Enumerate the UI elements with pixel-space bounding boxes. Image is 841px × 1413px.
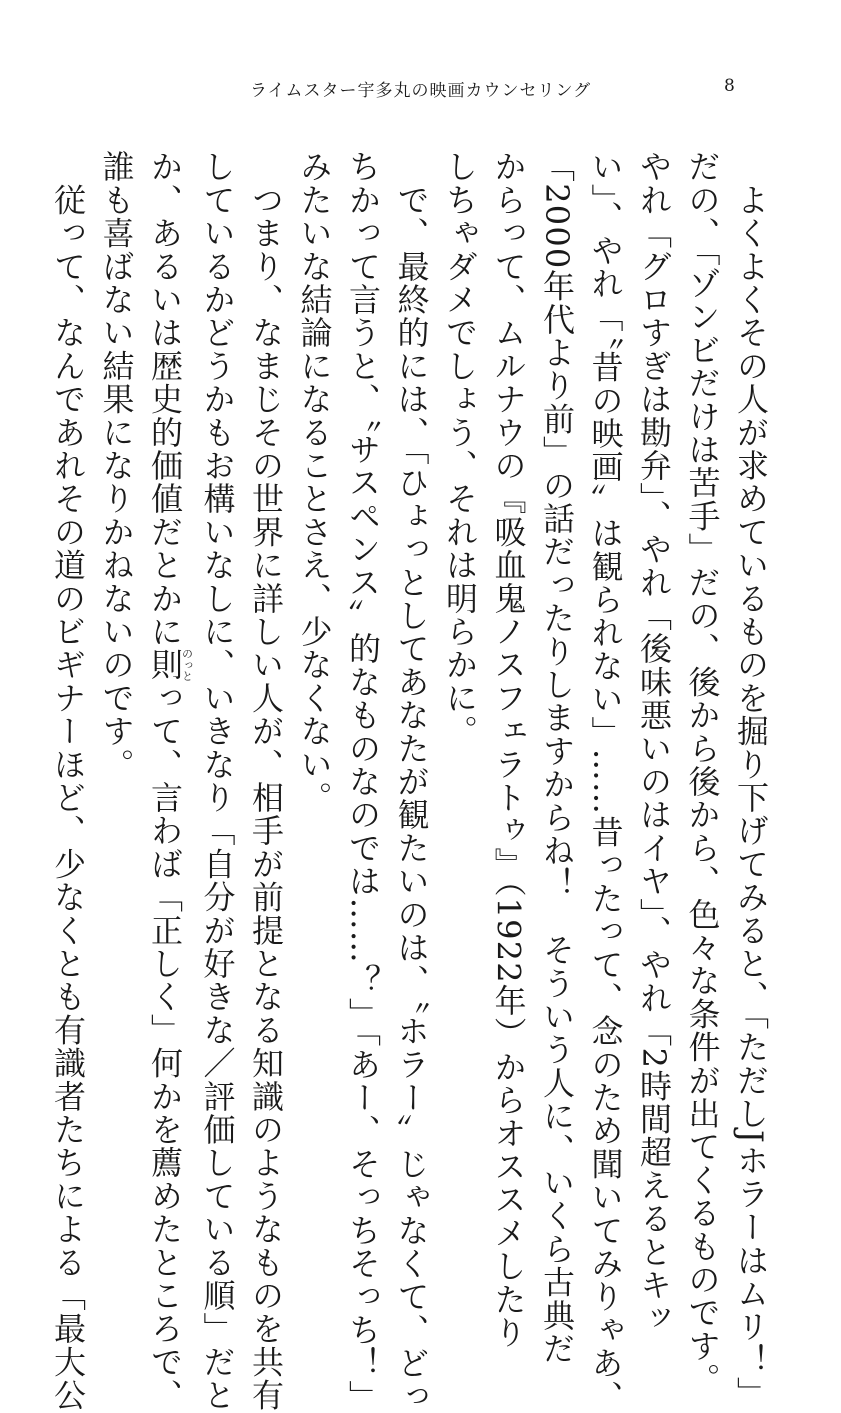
text-line-1: よくよくその人が求めているものを掘り下げてみると、「ただしJホラーはムリ！」 [732, 150, 770, 1410]
text-line-11: つまり、なまじその世界に詳しい人が、相手が前提となる知識のようなものを共有 [247, 150, 285, 1412]
text-line-7: しちゃダメでしょう、それは明らかに。 [441, 150, 479, 748]
text-line-2: だの、「ゾンビだけは苦手」だの、後から後から、色々な条件が出てくるものです。 [683, 150, 722, 1396]
text-line-6: からって、ムルナウの『吸血鬼ノスフェラトゥ』（1922年）からオススメしたり [489, 150, 528, 1350]
text-line-9: ちかって言うと、〝サスペンス〟的なものなのでは……？」「あー、そっちそっち！」 [344, 150, 382, 1413]
text-line-12: しているかどうかもお構いなしに、いきなり「自分が好きな／評価している順」だと [198, 150, 237, 1412]
text-line-4: い」、やれ「〝昔の映画〟は観られない」……昔ったって、念のため聞いてみりゃあ、 [586, 150, 625, 1413]
text-line-10: みたいな結論になることさえ、少なくない。 [295, 150, 334, 814]
text-line-5: 「2000年代より前」の話だったりしますからね！ そういう人に、いくら古典だ [538, 150, 576, 1366]
ruby-annotation: 則のっと [146, 648, 194, 682]
text-line-8: で、最終的には、「ひょっとしてあなたが観たいのは、〝ホラー〟じゃなくて、どっ [392, 150, 431, 1413]
body-text [49, 150, 775, 1413]
text-line-15: 従って、なんであれその道のビギナーほど、少なくとも有識者たちによる「最大公 [49, 150, 87, 1412]
ruby-reading: のっと [180, 648, 194, 682]
text-line-3: やれ「グロすぎは勘弁」、やれ「後味悪いのはイヤ」、やれ「2時間超えるとキッ [635, 150, 673, 1335]
page-number: 8 [724, 76, 735, 96]
text-line-14: 誰も喜ばない結果になりかねないのです。 [97, 150, 136, 781]
text-line-13: か、あるいは歴史的価値だとかに則のっとって、言わば「正しく」何かを薦めたところで、 [146, 150, 194, 1412]
running-header-title: ライムスター宇多丸の映画カウンセリング [250, 81, 592, 101]
